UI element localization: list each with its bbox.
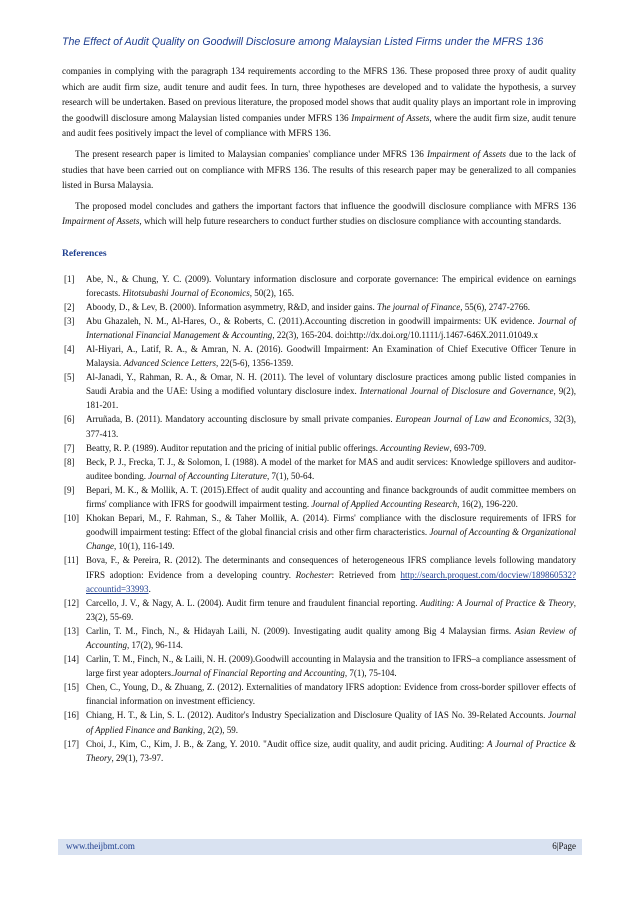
reference-tail: : Retrieved from [331,569,401,580]
reference-text: Bova, F., & Pereira, R. (2012). The determinants and consequences of heterogeneous IFRS compliance levels following mandatory IFRS adoption: Evidence from a developing country. [86,555,576,580]
reference-number: [6] [64,414,75,425]
reference-text: Beatty, R. P. (1989). Auditor reputation and the pricing of initial public offerings. [86,442,381,453]
reference-number: [9] [64,484,75,495]
reference-number: [7] [64,442,75,453]
reference-tail: , 29(1), 73-97. [111,752,164,763]
reference-item [62,455,576,483]
body-paragraph-2 [62,147,576,194]
paragraph-tail: , which will help future researchers to conduct further studies on disclosure compliance with accounting standards. [139,216,562,227]
reference-tail: , 2(2), 59. [202,724,239,735]
paragraph-tail: due to the lack of studies that have been carried out on compliance with MFRS 136. The results of this research paper may be generalized to all companies listed in Bursa Malaysia. [62,148,576,191]
reference-venue: Journal of Applied Accounting Research [311,499,458,510]
reference-venue: European Journal of Law and Economics [395,414,550,425]
reference-venue: A Journal of Practice & Theory [86,738,576,763]
body-paragraph-1 [62,64,576,142]
paragraph-text: The proposed model concludes and gathers the important factors that influence the goodwill disclosure compliance with MFRS 136 [75,200,576,211]
reference-number: [14] [64,654,79,665]
reference-text: Abu Ghazaleh, N. M., Al-Hares, O., & Roberts, C. (2011).Accounting discretion in goodwill impairments: UK evidence. [86,315,538,326]
reference-venue: Journal of Accounting & Organizational Change [86,527,576,552]
reference-tail: , 22(5-6), 1356-1359. [215,358,294,369]
reference-text: Abe, N., & Chung, Y. C. (2009). Voluntary information disclosure and corporate governance: The empirical evidence on earnings forecasts. [86,273,576,298]
reference-tail: , 50(2), 165. [249,287,294,298]
reference-number: [5] [64,372,75,383]
reference-number: [4] [64,344,75,354]
reference-number: [2] [64,301,75,312]
reference-tail: , 17(2), 96-114. [127,639,183,650]
reference-number: [12] [64,597,79,608]
reference-tail: , 23(2), 55-69. [86,597,576,622]
reference-number: [17] [64,738,79,749]
page-body [62,64,576,765]
reference-text: Carcello, J. V., & Nagy, A. L. (2004). Audit firm tenure and fraudulent financial reporting. [86,597,421,608]
reference-venue: Auditing: A Journal of Practice & Theory [420,597,574,608]
reference-venue: The journal of Finance [376,301,461,312]
reference-venue: International Journal of Disclosure and Governance [359,386,554,397]
paragraph-text: The present research paper is limited to Malaysian companies' compliance under MFRS 136 [75,148,427,159]
reference-item [62,441,576,455]
reference-item [62,314,576,342]
reference-tail: , 16(2), 196-220. [457,499,518,510]
reference-venue: Journal of Accounting Literature [148,470,267,481]
reference-tail: , 32(3), 377-413. [86,414,576,439]
reference-item [62,511,576,553]
reference-venue: Journal of Applied Finance and Banking [86,710,576,735]
reference-item [62,737,576,765]
paragraph-italic: Impairment of Assets [62,216,140,227]
reference-text: Bepari, M. K., & Mollik, A. T. (2015).Effect of audit quality and accounting and finance backgrounds of audit committee members on firms' compliance with IFRS for goodwill impairment testing. [86,484,576,510]
reference-item [62,553,576,595]
reference-item [62,708,576,736]
reference-item [62,300,576,314]
reference-tail: , 10(1), 116-149. [114,541,175,552]
body-paragraph-3 [62,199,576,230]
reference-tail: , 693-709. [449,442,487,453]
paragraph-text: companies in complying with the paragraph 134 requirements according to the MFRS 136. These proposed three proxy of audit quality which are audit firm size, audit tenure and audit fees. In turn, three hypotheses are developed and to validate the hypothesis, a survey research will be undertaken. Based on previous literature, the proposed model shows that audit quality plays an important role in improving the goodwill disclosure among Malaysian listed companies under MFRS 136 [62,66,576,123]
reference-tail: , 9(2), 181-201. [86,386,577,411]
reference-item [62,272,576,300]
reference-number: [15] [64,682,79,693]
reference-text: Khokan Bepari, M., F. Rahman, S., & Taher Mollik, A. (2014). Firms' compliance with the disclosure requirements of IFRS for goodwill impairment testing: Effect of the global financial crisis and other firm characteristics. [86,513,576,538]
reference-number: [3] [64,315,75,326]
reference-after-link: . [148,583,151,594]
reference-venue: Asian Review of Accounting [86,625,576,650]
reference-text: Beck, P. J., Frecka, T. J., & Solomon, I. (1988). A model of the market for MAS and audit services: Knowledge spillovers and auditor-auditee bonding. [86,456,576,481]
reference-venue: Rochester [295,569,332,580]
reference-number: [16] [64,710,79,721]
reference-venue: Journal of International Financial Management & Accounting [86,315,576,340]
reference-tail: , 22(3), 165-204. doi:http://dx.doi.org/10.1111/j.1467-646X.2011.01049.x [272,329,539,340]
reference-tail: , 7(1), 50-64. [267,470,315,481]
reference-item [62,483,576,511]
paragraph-italic: Impairment of Assets [351,112,430,123]
reference-item [62,342,576,370]
reference-number: [13] [64,625,79,636]
reference-tail: , 7(1), 75-104. [344,668,397,679]
reference-tail: , 55(6), 2747-2766. [460,301,530,312]
reference-text: Arruñada, B. (2011). Mandatory accounting disclosure by small private companies. [86,414,396,425]
reference-item [62,624,576,652]
reference-item [62,412,576,440]
reference-venue: Journal of Financial Reporting and Accounting [173,668,345,679]
reference-number: [1] [64,273,75,284]
reference-text: Al-Hiyari, A., Latif, R. A., & Amran, N. A. (2016). Goodwill Impairment: An Examination of Chief Executive Officer Tenure in Malaysia. [86,344,576,369]
reference-item [62,596,576,624]
reference-item [62,652,576,680]
reference-text: Chiang, H. T., & Lin, S. L. (2012). Auditor's Industry Specialization and Disclosure Quality of IAS No. 39-Related Accounts. [86,710,548,721]
reference-text: Carlin, T. M., Finch, N., & Laili, N. H. (2009).Goodwill accounting in Malaysia and the transition to IFRS–a compliance assessment of large first year adopters. [86,654,576,679]
reference-venue: Advanced Science Letters [123,358,216,369]
paragraph-italic: Impairment of Assets [426,148,506,159]
paragraph-tail: , where the audit firm size, audit tenure and audit fees positively impact the level of compliance with MFRS 136. [62,112,576,139]
footer-website-link[interactable]: www.theijbmt.com [66,841,135,851]
reference-link[interactable]: http://search.proquest.com/docview/189860532?accountid=33993 [86,569,576,594]
running-header: The Effect of Audit Quality on Goodwill Disclosure among Malaysian Listed Firms under the MFRS 136 [62,36,544,48]
reference-venue: Hitotsubashi Journal of Economics [122,287,250,298]
reference-number: [10] [64,513,79,524]
reference-text: Choi, J., Kim, C., Kim, J. B., & Zang, Y. 2010. "Audit office size, audit quality, and audit pricing. Auditing: [86,738,487,749]
reference-text: Chen, C., Young, D., & Zhuang, Z. (2012). Externalities of mandatory IFRS adoption: Evidence from cross-border spillover effects of financial information on investment efficiency. [86,682,576,707]
reference-item [62,370,576,412]
reference-list [62,272,576,765]
reference-text: Carlin, T. M., Finch, N., & Hidayah Laili, N. (2009). Investigating audit quality among Big 4 Malaysian firms. [86,625,515,636]
reference-number: [11] [64,555,79,566]
reference-item [62,680,576,708]
reference-text: Al-Janadi, Y., Rahman, R. A., & Omar, N. H. (2011). The level of voluntary disclosure practices among public listed companies in Saudi Arabia and the UAE: Using a modified voluntary disclosure index. [86,372,576,397]
footer-page-number: 6|Page [552,841,576,851]
reference-venue: Accounting Review [380,442,450,453]
references-heading: References [62,247,107,259]
page-footer [58,839,582,855]
reference-text: Aboody, D., & Lev, B. (2000). Information asymmetry, R&D, and insider gains. [86,301,377,312]
reference-number: [8] [64,456,75,467]
